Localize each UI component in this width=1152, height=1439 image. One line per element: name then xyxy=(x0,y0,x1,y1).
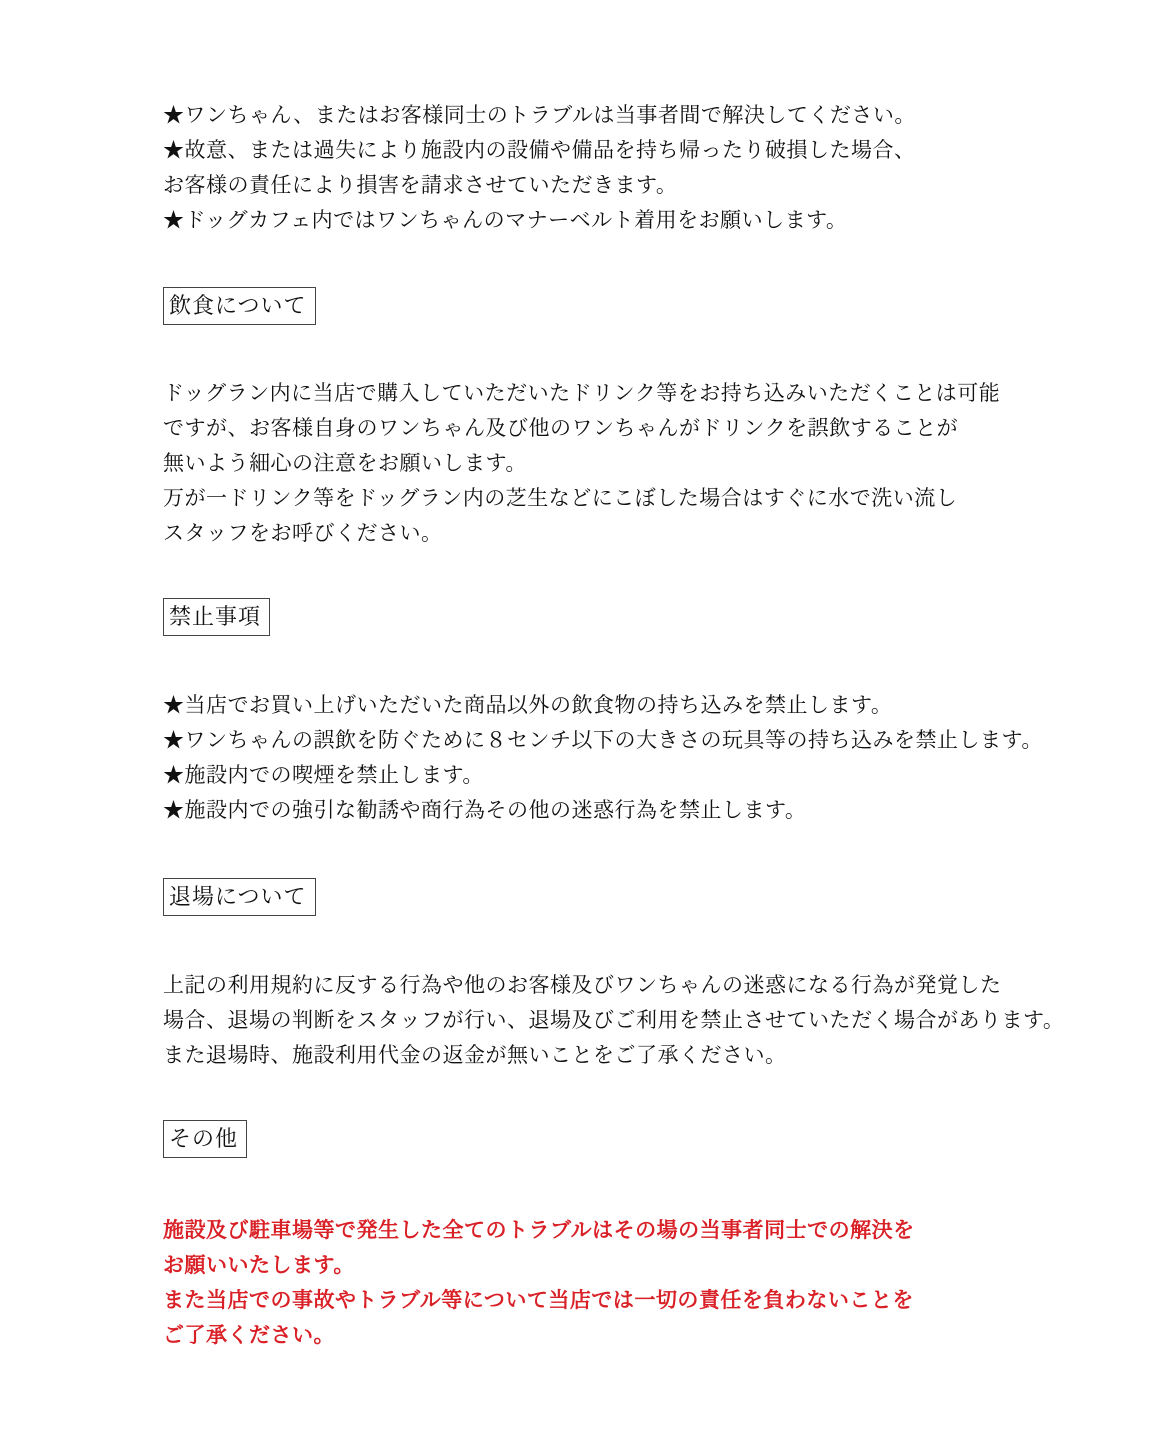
section-heading-food: 飲食について xyxy=(163,287,316,325)
section-heading-row-other xyxy=(163,1120,247,1158)
body-line: また退場時、施設利用代金の返金が無いことをご了承ください。 xyxy=(163,1043,787,1067)
emphasis-line: ご了承ください。 xyxy=(163,1323,335,1347)
emphasis-line: お願いいたします。 xyxy=(163,1253,355,1277)
intro-line: お客様の責任により損害を請求させていただきます。 xyxy=(163,173,678,197)
intro-line: ★故意、または過失により施設内の設備や備品を持ち帰ったり破損した場合、 xyxy=(163,138,916,162)
emphasis-line: 施設及び駐車場等で発生した全てのトラブルはその場の当事者同士での解決を xyxy=(163,1218,915,1242)
section-heading-row-prohibited xyxy=(163,598,270,636)
body-line: ドッグラン内に当店で購入していただいたドリンク等をお持ち込みいただくことは可能 xyxy=(163,381,1001,405)
intro-notes xyxy=(163,98,1043,238)
intro-line: ★ドッグカフェ内ではワンちゃんのマナーベルト着用をお願いします。 xyxy=(163,208,848,232)
section-body-food xyxy=(163,376,1043,551)
section-heading-prohibited: 禁止事項 xyxy=(163,598,270,636)
rule-line: ★施設内での喫煙を禁止します。 xyxy=(163,763,484,787)
body-line: 場合、退場の判断をスタッフが行い、退場及びご利用を禁止させていただく場合があります。 xyxy=(163,1008,1065,1032)
section-body-prohibited xyxy=(163,688,1043,828)
body-line: スタッフをお呼びください。 xyxy=(163,521,443,545)
body-line: 無いよう細心の注意をお願いします。 xyxy=(163,451,527,475)
section-heading-other: その他 xyxy=(163,1120,247,1158)
rule-line: ★ワンちゃんの誤飲を防ぐために８センチ以下の大きさの玩具等の持ち込みを禁止します。 xyxy=(163,728,1043,752)
section-heading-row-food xyxy=(163,287,316,325)
body-line: ですが、お客様自身のワンちゃん及び他のワンちゃんがドリンクを誤飲することが xyxy=(163,416,959,440)
body-line: 万が一ドリンク等をドッグラン内の芝生などにこぼした場合はすぐに水で洗い流し xyxy=(163,486,958,510)
emphasis-line: また当店での事故やトラブル等について当店では一切の責任を負わないことを xyxy=(163,1288,914,1312)
section-heading-row-exit xyxy=(163,878,316,916)
section-body-other xyxy=(163,1213,1043,1353)
rule-line: ★当店でお買い上げいただいた商品以外の飲食物の持ち込みを禁止します。 xyxy=(163,693,893,717)
rule-line: ★施設内での強引な勧誘や商行為その他の迷惑行為を禁止します。 xyxy=(163,798,807,822)
body-line: 上記の利用規約に反する行為や他のお客様及びワンちゃんの迷惑になる行為が発覚した xyxy=(163,973,1002,997)
section-body-exit xyxy=(163,968,1065,1073)
section-heading-exit: 退場について xyxy=(163,878,316,916)
intro-line: ★ワンちゃん、またはお客様同士のトラブルは当事者間で解決してください。 xyxy=(163,103,916,127)
